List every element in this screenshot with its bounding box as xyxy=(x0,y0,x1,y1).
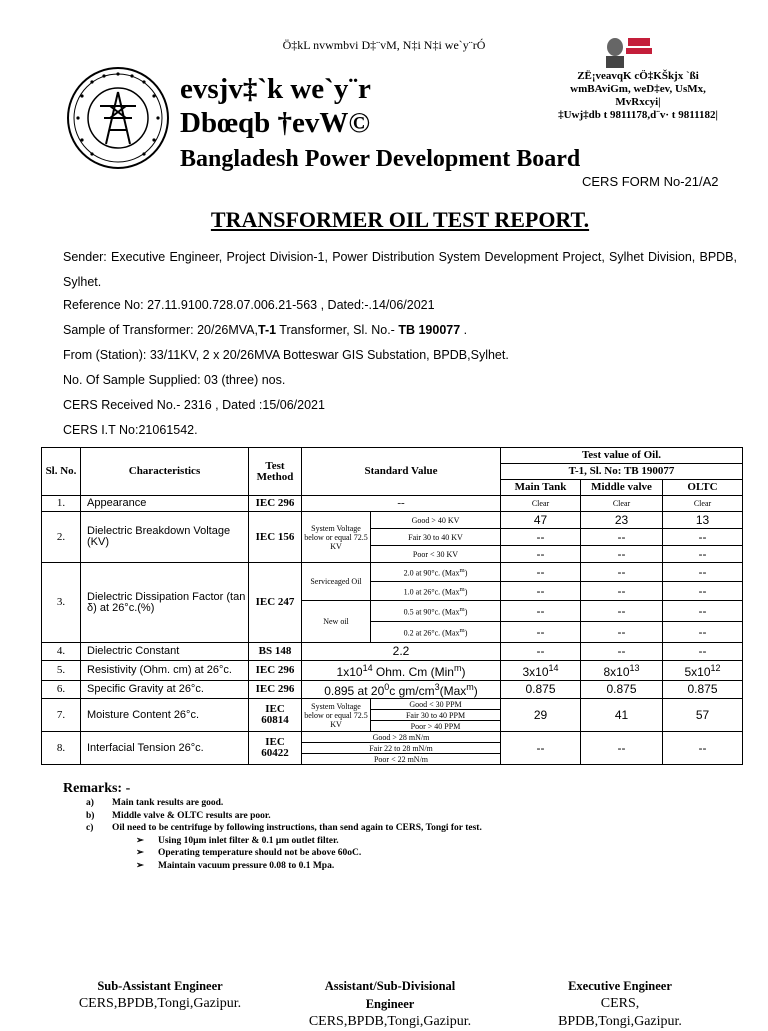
signature-executive: Executive Engineer CERS, BPDB,Tongi,Gazipur. xyxy=(558,979,682,1029)
report-title: TRANSFORMER OIL TEST REPORT. xyxy=(210,207,590,232)
office-address-block: ZË¡veavqK cÖ‡KŠkjx `ßi wmBAviGm, weD‡ev, UsMx, MvRxcyi| ‡Uwj‡db t 9811178,d¨v· t 9811182| xyxy=(558,70,718,121)
it-number-line: CERS I.T No:21061542. xyxy=(63,423,198,437)
table-row: 5. Resistivity (Ohm. cm) at 26°c. IEC 296 $1x10^{14}$ Ohm. Cm (Min$^m$) $3x10^{14}$ $8x10^{13}$ $5x10^{12}$ xyxy=(42,661,743,681)
table-row: 1. Appearance IEC 296 -- Clear Clear Clear xyxy=(42,496,743,512)
test-results-table xyxy=(41,447,743,765)
sample-line: Sample of Transformer: 20/26MVA,T-1 Transformer, Sl. No.- TB 190077 . xyxy=(63,323,468,337)
table-row: Poor > 40 PPM xyxy=(42,721,743,732)
org-name: Bangladesh Power Development Board xyxy=(180,146,581,172)
header-middle-valve: Middle valve xyxy=(581,480,663,496)
remarks-list xyxy=(86,797,482,872)
list-item: ➢ Maintain vacuum pressure 0.08 to 0.1 Mpa. xyxy=(136,860,335,871)
samples-line: No. Of Sample Supplied: 03 (three) nos. xyxy=(63,373,286,387)
table-row: 7. Moisture Content 26°c. IEC 60814 System Voltage below or equal 72.5 KV Good < 30 PPM 29 41 57 xyxy=(42,699,743,710)
signature-assistant: Assistant/Sub-Divisional Engineer CERS,BPDB,Tongi,Gazipur. xyxy=(308,979,472,1029)
remarks-title: Remarks: - xyxy=(63,781,131,796)
table-row: 0.2 at 26°c. (Max$^m$) -- -- -- xyxy=(42,622,743,643)
signature-sub-assistant: Sub-Assistant Engineer CERS,BPDB,Tongi,Gazipur. xyxy=(78,979,242,1011)
received-line: CERS Received No.- 2316 , Dated :15/06/2021 xyxy=(63,398,325,412)
station-line: From (Station): 33/11KV, 2 x 20/26MVA Botteswar GIS Substation, BPDB,Sylhet. xyxy=(63,348,509,362)
list-item: ➢ Using 10μm inlet filter & 0.1 μm outlet filter. xyxy=(136,835,339,846)
table-row: New oil 0.5 at 90°c. (Max$^m$) -- -- -- xyxy=(42,601,743,622)
sender-line: Sender: Executive Engineer, Project Division-1, Power Distribution System Development Project, Sylhet Division, BPDB, Sylhet. xyxy=(63,250,737,289)
list-item: ➢ Operating temperature should not be above 60oC. xyxy=(136,848,362,858)
header-standard: Standard Value xyxy=(302,448,501,496)
arrow-bullet-icon: ➢ xyxy=(136,860,144,871)
arrow-bullet-icon: ➢ xyxy=(136,848,144,858)
list-item: a) Main tank results are good. xyxy=(86,798,224,808)
info-block xyxy=(63,245,737,295)
header-sample-id: T-1, Sl. No: TB 190077 xyxy=(501,464,743,480)
table-row: 8. Interfacial Tension 26°c. IEC 60422 Good > 28 mN/m -- -- -- xyxy=(42,732,743,743)
list-item: c) Oil need to be centrifuge by following instructions, than send again to CERS, Tongi for test. xyxy=(86,823,482,833)
header-oltc: OLTC xyxy=(663,480,743,496)
table-row: Poor < 30 KV -- -- -- xyxy=(42,546,743,563)
bpdb-logo-icon xyxy=(66,66,170,170)
table-row: 1.0 at 26°c. (Max$^m$) -- -- -- xyxy=(42,582,743,601)
reference-line: Reference No: 27.11.9100.728.07.006.21-563 , Dated:-.14/06/2021 xyxy=(63,298,435,312)
table-row: 3. Dielectric Dissipation Factor (tan δ) at 26°c.(%) IEC 247 Serviceaged Oil 2.0 at 90°c. (Max$^m$) -- -- -- xyxy=(42,563,743,582)
table-row: Fair 22 to 28 mN/m xyxy=(42,743,743,754)
header-method: Test Method xyxy=(249,448,302,496)
arrow-bullet-icon: ➢ xyxy=(136,835,144,846)
form-number: CERS FORM No-21/A2 xyxy=(582,174,719,189)
top-slogan: Ö‡kL nvwmbvi D‡¨vM, N‡i N‡i we`y¨rÓ xyxy=(282,38,486,52)
table-row: Fair 30 to 40 PPM xyxy=(42,710,743,721)
header-characteristics: Characteristics xyxy=(81,448,249,496)
table-row: 6. Specific Gravity at 26°c. IEC 296 0.895 at $20^0c$ $gm/cm^3(Max^m)$ 0.875 0.875 0.875 xyxy=(42,681,743,699)
header-test-value: Test value of Oil. xyxy=(501,448,743,464)
header-sl: Sl. No. xyxy=(42,448,81,496)
table-row: 4. Dielectric Constant BS 148 2.2 -- -- -- xyxy=(42,643,743,661)
list-item: b) Middle valve & OLTC results are poor. xyxy=(86,810,271,821)
header-main-tank: Main Tank xyxy=(501,480,581,496)
table-row: Fair 30 to 40 KV -- -- -- xyxy=(42,529,743,546)
table-row: Poor < 22 mN/m xyxy=(42,754,743,765)
portrait-icon xyxy=(602,34,654,68)
table-row: 2. Dielectric Breakdown Voltage (KV) IEC 156 System Voltage below or equal 72.5 KV Good > 40 KV 47 23 13 xyxy=(42,512,743,529)
bengali-org-name: evsjv‡`k we`y¨r Dbœqb †evW© xyxy=(180,73,371,139)
